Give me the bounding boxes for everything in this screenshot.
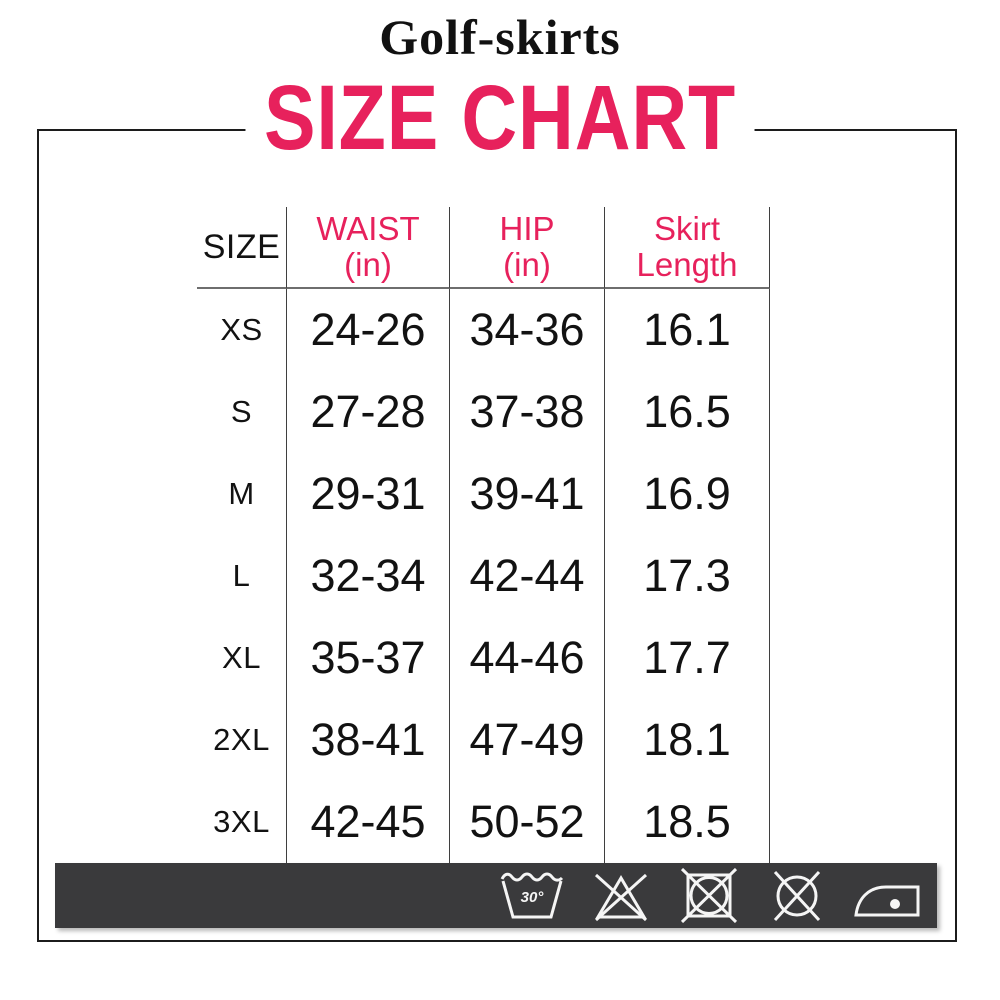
hip-value-xl: 44-46 <box>450 617 605 699</box>
col-header-skirt-line2: Length <box>636 246 738 283</box>
size-label-s: S <box>197 371 287 453</box>
hip-value-xs: 34-36 <box>450 289 605 371</box>
size-label-xs: XS <box>197 289 287 371</box>
length-value-xl: 17.7 <box>605 617 770 699</box>
col-header-skirt-length <box>605 207 770 289</box>
col-header-waist-line1: WAIST <box>316 209 420 247</box>
size-table <box>197 207 770 863</box>
waist-value-3xl: 42-45 <box>287 781 450 863</box>
size-label-m: M <box>197 453 287 535</box>
waist-value-xs: 24-26 <box>287 289 450 371</box>
length-value-l: 17.3 <box>605 535 770 617</box>
size-label-2xl: 2XL <box>197 699 287 781</box>
col-header-hip-line2: (in) <box>503 246 551 283</box>
size-label-3xl: 3XL <box>197 781 287 863</box>
hip-value-m: 39-41 <box>450 453 605 535</box>
size-label-xl: XL <box>197 617 287 699</box>
length-value-xs: 16.1 <box>605 289 770 371</box>
do-not-dry-clean-icon <box>765 869 829 923</box>
size-label-l: L <box>197 535 287 617</box>
page-title-wrap <box>0 67 1000 169</box>
waist-value-s: 27-28 <box>287 371 450 453</box>
waist-value-m: 29-31 <box>287 453 450 535</box>
iron-low-heat-icon <box>853 869 923 923</box>
waist-value-xl: 35-37 <box>287 617 450 699</box>
length-value-3xl: 18.5 <box>605 781 770 863</box>
brand-title: Golf-skirts <box>379 9 621 65</box>
col-header-hip-line1: HIP <box>499 209 555 247</box>
page-title: SIZE CHART <box>245 72 754 164</box>
do-not-tumble-dry-icon <box>677 868 741 923</box>
hip-value-3xl: 50-52 <box>450 781 605 863</box>
col-header-waist <box>287 207 450 289</box>
col-header-size <box>197 207 287 289</box>
col-header-skirt-line1: Skirt <box>654 209 720 247</box>
col-header-waist-line2: (in) <box>344 246 392 283</box>
waist-value-2xl: 38-41 <box>287 699 450 781</box>
machine-wash-30-icon <box>499 869 565 923</box>
hip-value-l: 42-44 <box>450 535 605 617</box>
col-header-size-label: SIZE <box>202 227 281 266</box>
hip-value-s: 37-38 <box>450 371 605 453</box>
hip-value-2xl: 47-49 <box>450 699 605 781</box>
do-not-bleach-icon <box>589 869 653 923</box>
waist-value-l: 32-34 <box>287 535 450 617</box>
length-value-m: 16.9 <box>605 453 770 535</box>
length-value-2xl: 18.1 <box>605 699 770 781</box>
wash-temp-label: 30° <box>520 888 544 906</box>
care-instructions-bar <box>55 863 937 928</box>
length-value-s: 16.5 <box>605 371 770 453</box>
col-header-hip <box>450 207 605 289</box>
